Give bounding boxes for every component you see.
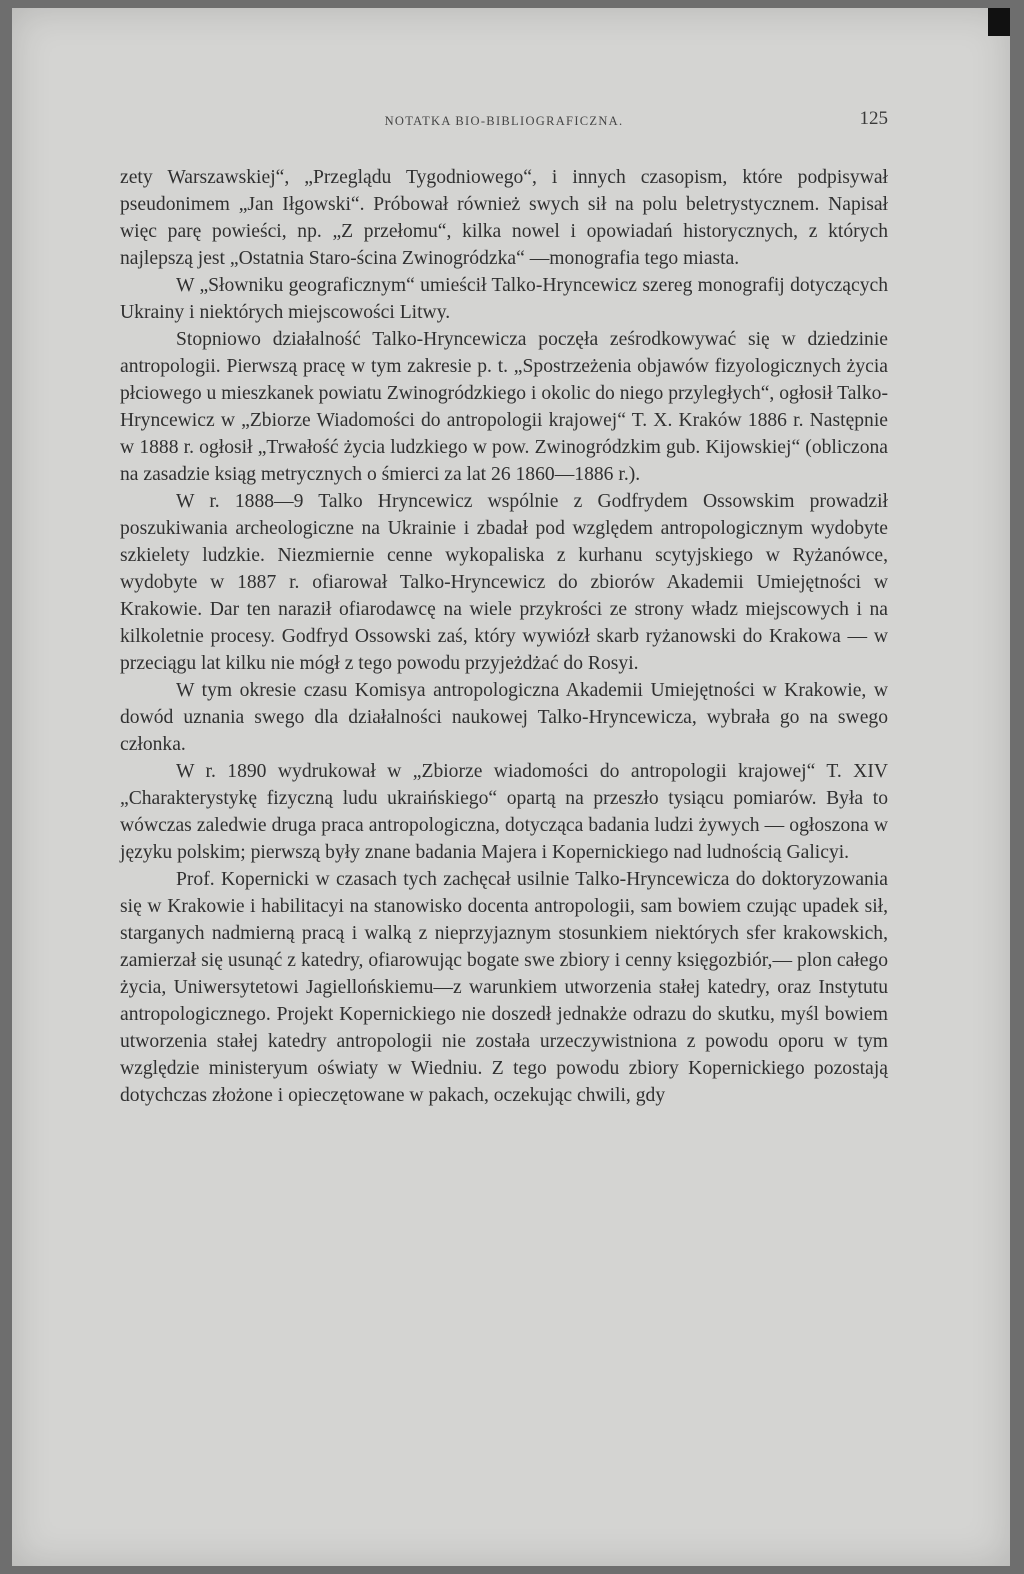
paragraph-1: zety Warszawskiej“, „Przeglądu Tygodniowego“, i innych czasopism, które podpisywał pseudonimem „Jan Iłgowski“. Próbował również swych sił na polu beletrystycznem. Napisał więc parę powieści, np. „Z przełomu“, kilka nowel i opowiadań historycznych, z których najlepszą jest „Ostatnia Staro-ścina Zwinogródzka“ —monografia tego miasta.	[120, 167, 888, 269]
paragraph-7: Prof. Kopernicki w czasach tych zachęcał usilnie Talko-Hryncewicza do doktoryzowania się w Krakowie i habilitacyi na stanowisko docenta antropologii, sam bowiem czując upadek sił, starganych nadmierną pracą i walką z nieprzyjaznym stosunkiem niektórych sfer krakowskich, zamierzał się usunąć z katedry, ofiarowując bogate swe zbiory i cenny księgozbiór,— plon całego życia, Uniwersytetowi Jagiellońskiemu—z warunkiem utworzenia stałej katedry, oraz Instytutu antropologicznego. Projekt Kopernickiego nie doszedł jednakże odrazu do skutku, myśl bowiem utworzenia stałej katedry antropologii nie została urzeczywistniona z powodu oporu w tym względzie ministeryum oświaty w Wiedniu. Z tego powodu zbiory Kopernickiego pozostają dotychczas złożone i opieczętowane w pakach, oczekując chwili, gdy	[120, 869, 888, 1106]
book-page	[12, 8, 1010, 1566]
running-title: NOTATKA BIO-BIBLIOGRAFICZNA.	[384, 114, 624, 128]
scan-corner-mark	[988, 8, 1010, 36]
paragraph-6: W r. 1890 wydrukował w „Zbiorze wiadomości do antropologii krajowej“ T. XIV „Charakterystykę fizyczną ludu ukraińskiego“ opartą na przeszło tysiącu pomiarów. Była to wówczas zaledwie druga praca antropologiczna, dotycząca badania ludzi żywych — ogłoszona w języku polskim; pierwszą były znane badania Majera i Kopernickiego nad ludnością Galicyi.	[120, 761, 888, 863]
body-text	[120, 164, 888, 1109]
paragraph-3: Stopniowo działalność Talko-Hryncewicza poczęła ześrodkowywać się w dziedzinie antropologii. Pierwszą pracę w tym zakresie p. t. „Spostrzeżenia objawów fizyologicznych życia płciowego u mieszkanek powiatu Zwinogródzkiego i okolic do niego przyległych“, ogłosił Talko-Hryncewicz w „Zbiorze Wiadomości do antropologii krajowej“ T. X. Kraków 1886 r. Następnie w 1888 r. ogłosił „Trwałość życia ludzkiego w pow. Zwinogródzkim gub. Kijowskiej“ (obliczona na zasadzie ksiąg metrycznych o śmierci za lat 26 1860—1886 r.).	[120, 329, 888, 485]
paragraph-4: W r. 1888—9 Talko Hryncewicz wspólnie z Godfrydem Ossowskim prowadził poszukiwania archeologiczne na Ukrainie i zbadał pod względem antropologicznym wydobyte szkielety ludzkie. Niezmiernie cenne wykopaliska z kurhanu scytyjskiego w Ryżanówce, wydobyte w 1887 r. ofiarował Talko-Hryncewicz do zbiorów Akademii Umiejętności w Krakowie. Dar ten naraził ofiarodawcę na wiele przykrości ze strony władz miejscowych i na kilkoletnie procesy. Godfryd Ossowski zaś, który wywiózł skarb ryżanowski do Krakowa — w przeciągu lat kilku nie mógł z tego powodu przyjeżdżać do Rosyi.	[120, 491, 888, 674]
paragraph-5: W tym okresie czasu Komisya antropologiczna Akademii Umiejętności w Krakowie, w dowód uznania swego dla działalności naukowej Talko-Hryncewicza, wybrała go na swego członka.	[120, 680, 888, 755]
page-header	[120, 104, 888, 144]
page-number: 125	[859, 108, 888, 129]
paragraph-2: W „Słowniku geograficznym“ umieścił Talko-Hryncewicz szereg monografij dotyczących Ukrainy i niektórych miejscowości Litwy.	[120, 275, 888, 323]
